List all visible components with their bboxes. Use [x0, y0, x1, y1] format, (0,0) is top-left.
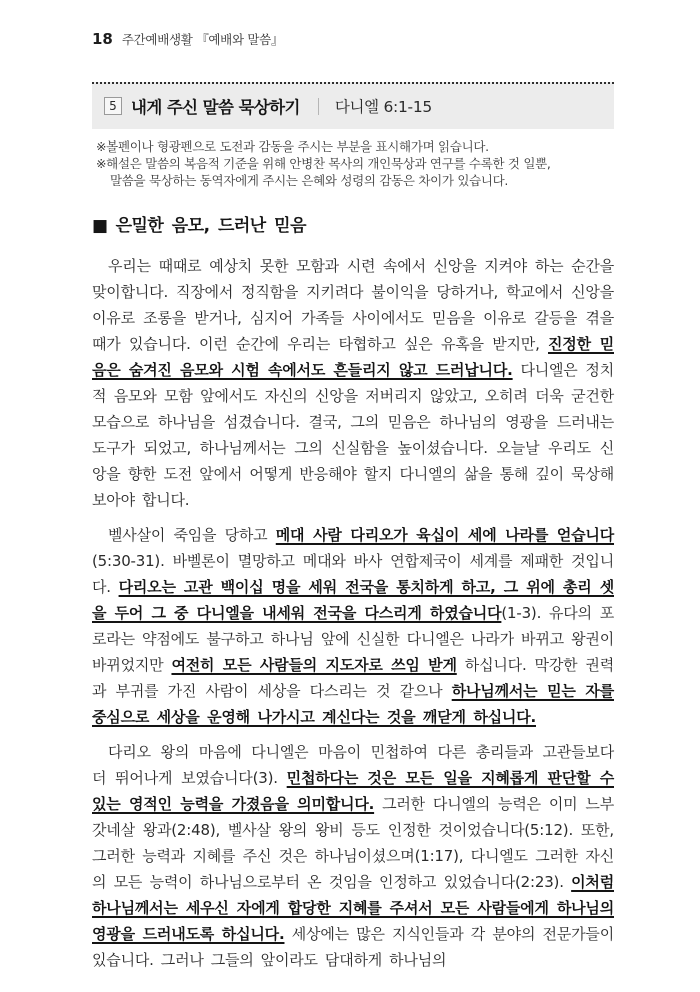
note-line: ※볼펜이나 형광펜으로 도전과 감동을 주시는 부분을 표시해가며 읽습니다. [96, 139, 489, 154]
usage-notes [92, 138, 614, 189]
body-text: 벨사살이 죽임을 당하고 [108, 526, 276, 544]
body-text: 하십니다. 막강한 권력과 부귀를 가진 사람이 세상을 다스리는 것 같으나 [92, 656, 614, 700]
section-title: 내게 주신 말씀 묵상하기 [131, 98, 300, 117]
emphasized-text: 메대 사람 다리오가 육십이 세에 나라를 얻습니다 [275, 526, 615, 544]
article-heading [92, 211, 614, 236]
page-number: 18 [92, 30, 113, 48]
note-line: 말씀을 묵상하는 동역자에게 주시는 은혜와 성령의 감동은 차이가 있습니다. [110, 173, 509, 188]
emphasized-text: 이처럼 하나님께서는 세우신 자에게 합당한 지혜를 주셔서 모든 사람들에게 하나님의 영광을 드러내도록 하십니다. [92, 873, 614, 943]
scripture-reference: 다니엘 6:1-15 [334, 98, 432, 116]
body-text: 다리오 왕의 마음에 다니엘은 마음이 민첩하여 다른 총리들과 고관들보다 더 뛰어나게 보였습니다(3). [92, 743, 614, 787]
body-text: (5:30-31). 바벨론이 멸망하고 메대와 바사 연합제국이 세계를 제패한 것입니다. [92, 552, 614, 596]
body-text: (1-3). 유다의 포로라는 약점에도 불구하고 하나님 앞에 신실한 다니엘은 나라가 바뀌고 왕권이 바뀌었지만 [92, 604, 614, 674]
body-text: 다니엘은 정치적 음모와 모함 앞에서도 자신의 신앙을 저버리지 않았고, 오히려 더욱 굳건한 모습으로 하나님을 섬겼습니다. 결국, 그의 믿음은 하나님의 영광을 드러내는 도구가 되었고, 하나님께서는 그의 신실함을 높이셨습니다. 오늘날 우리도 신앙을 향한 도전 앞에서 어떻게 반응해야 할지 다니엘의 삶을 통해 깊이 묵상해 보아야 합니다. [92, 361, 614, 509]
section-number-box: 5 [104, 97, 122, 115]
emphasized-text: 다리오는 고관 백이십 명을 세워 전국을 통치하게 하고, 그 위에 총리 셋을 두어 그 중 다니엘을 내세워 전국을 다스리게 하였습니다 [92, 578, 614, 622]
article-body [92, 253, 614, 973]
body-text: 우리는 때때로 예상치 못한 모함과 시련 속에서 신앙을 지켜야 하는 순간을 맞이합니다. 직장에서 정직함을 지키려다 불이익을 당하거나, 학교에서 신앙을 이유로 조롱을 받거나, 심지어 가족들 사이에서도 믿음을 이유로 갈등을 겪을 때가 있습니다. 이런 순간에 우리는 타협하고 싶은 유혹을 받지만, [92, 257, 614, 353]
book-title: 주간예배생활 『예배와 말씀』 [121, 32, 284, 47]
square-bullet-icon: ■ [92, 216, 108, 236]
body-text: 세상에는 많은 지식인들과 각 분야의 전문가들이 있습니다. 그러나 그들의 앞이라도 담대하게 하나님의 [92, 925, 614, 969]
article-heading-text: 은밀한 음모, 드러난 믿음 [115, 216, 306, 236]
emphasized-text: 진정한 믿음은 숨겨진 음모와 시험 속에서도 흔들리지 않고 드러납니다. [92, 335, 614, 379]
emphasized-text: 여전히 모든 사람들의 지도자로 쓰임 받게 [171, 656, 457, 674]
section-title-bar [92, 82, 614, 129]
running-header [92, 30, 614, 49]
emphasized-text: 민첩하다는 것은 모든 일을 지혜롭게 판단할 수 있는 영적인 능력을 가졌음을 의미합니다. [92, 769, 614, 813]
body-text: 그러한 다니엘의 능력은 이미 느부갓네살 왕과(2:48), 벨사살 왕의 왕비 등도 인정한 것이었습니다(5:12). 또한, 그러한 능력과 지혜를 주신 것은 하나님이셨으며(1:17), 다니엘도 그러한 자신의 모든 능력이 하나님으로부터 온 것임을 인정하고 있었습니다(2:23). [92, 795, 614, 891]
body-paragraph [92, 522, 614, 730]
body-paragraph [92, 253, 614, 513]
body-paragraph [92, 739, 614, 973]
emphasized-text: 하나님께서는 믿는 자를 중심으로 세상을 운영해 나가시고 계신다는 것을 깨닫게 하십니다. [92, 682, 614, 726]
note-line: ※해설은 말씀의 복음적 기준을 위해 안병찬 목사의 개인묵상과 연구를 수록한 것 일뿐, [96, 156, 551, 171]
vertical-divider [318, 98, 319, 115]
page-content [92, 30, 614, 973]
